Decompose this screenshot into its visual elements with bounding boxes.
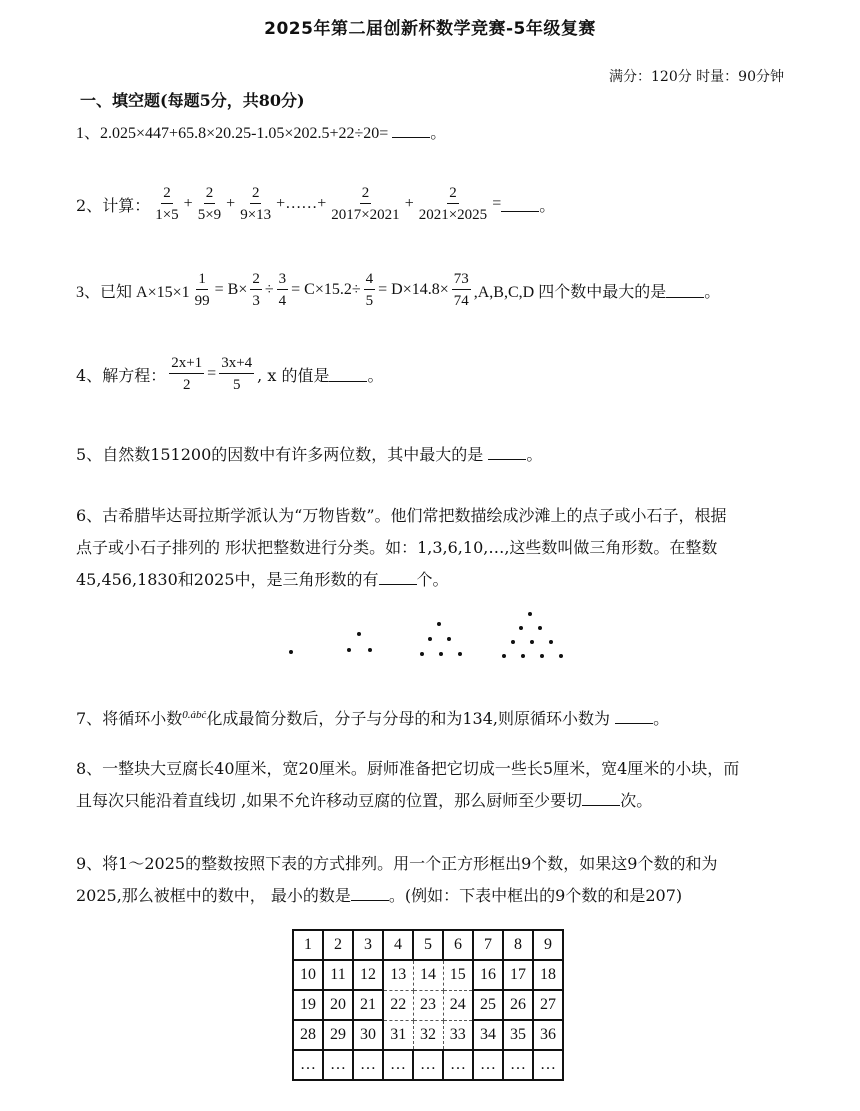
q2-denominator: 2021×2025: [418, 207, 488, 223]
q8-line-2-end: 次。: [620, 791, 653, 810]
q3-part-a: 已知 A×15×1: [100, 283, 190, 301]
question-7: [76, 706, 669, 729]
q9-line-2: [76, 880, 796, 912]
table-cell: …: [473, 1050, 503, 1080]
q4-fraction: [219, 354, 254, 394]
division-sign: ÷: [264, 281, 274, 298]
dot: [540, 654, 544, 658]
dot: [458, 652, 462, 656]
q3-denominator: 5: [365, 293, 374, 309]
table-cell: 31: [383, 1020, 413, 1050]
q4-numerator: 3x+4: [219, 354, 254, 374]
q6-line-3-text: 45,456,1830和2025中，是三角形数的有: [76, 570, 379, 589]
q4-answer-blank[interactable]: [329, 367, 367, 382]
table-cell: 24: [443, 990, 473, 1020]
table-cell: 27: [533, 990, 563, 1020]
table-cell: 33: [443, 1020, 473, 1050]
q8-line-1: 8、一整块大豆腐长40厘米，宽20厘米。厨师准备把它切成一些长5厘米，宽4厘米的小块，而: [76, 759, 740, 778]
page-title: 2025年第二届创新杯数学竞赛-5年级复赛: [264, 19, 596, 39]
table-cell: 17: [503, 960, 533, 990]
q5-text: 自然数151200的因数中有许多两位数，其中最大的是: [102, 445, 484, 464]
q3-end: 。: [704, 283, 721, 301]
table-cell: 15: [443, 960, 473, 990]
q3-denominator: 99: [194, 293, 210, 309]
q6-answer-blank[interactable]: [379, 570, 417, 585]
table-cell: 21: [353, 990, 383, 1020]
table-row: [293, 1020, 563, 1050]
table-cell: 8: [503, 930, 533, 960]
question-4: [76, 354, 383, 394]
q6-line-3: [76, 564, 796, 596]
q2-fraction: [153, 184, 180, 224]
table-cell: 2: [323, 930, 353, 960]
table-row: [293, 930, 563, 960]
table-cell: 32: [413, 1020, 443, 1050]
q3-denominator: 74: [453, 293, 469, 309]
table-cell: 25: [473, 990, 503, 1020]
table-cell: 14: [413, 960, 443, 990]
table-cell: 30: [353, 1020, 383, 1050]
q3-fraction: [193, 270, 212, 310]
q2-denominator: 5×9: [197, 207, 222, 223]
table-cell: …: [293, 1050, 323, 1080]
equals-sign: =: [207, 365, 217, 382]
q2-answer-blank[interactable]: [501, 197, 539, 212]
plus-sign: +: [404, 195, 414, 212]
q3-numerator: 2: [250, 270, 262, 290]
q4-end: 。: [367, 365, 384, 385]
q4-denominator: 2: [182, 377, 191, 393]
table-cell: 9: [533, 930, 563, 960]
q8-line-2: [76, 785, 796, 817]
q1-answer-blank[interactable]: [392, 123, 430, 138]
dot: [428, 637, 432, 641]
q3-part-b: = B×: [214, 281, 248, 298]
table-cell: 23: [413, 990, 443, 1020]
dot: [519, 626, 523, 630]
q3-denominator: 4: [278, 293, 287, 309]
q9-line-2-end: 。(例如：下表中框出的9个数的和是207): [388, 886, 683, 905]
q1-expression: 2.025×447+65.8×20.25-1.05×202.5+22÷20=: [100, 125, 389, 142]
q2-tail: 。: [539, 195, 556, 215]
q2-fraction: [196, 184, 223, 224]
q2-fraction: [329, 184, 401, 224]
dot: [502, 654, 506, 658]
dot: [528, 612, 532, 616]
q1-tail: 。: [430, 125, 447, 142]
q7-answer-blank[interactable]: [615, 709, 653, 724]
q2-denominator: 2017×2021: [331, 207, 400, 223]
q6-line-2: 点子或小石子排列的 形状把整数进行分类。如：1,3,6,10,…,这些数叫做三角形数。在整数: [76, 538, 718, 557]
q4-number: 4、: [76, 365, 103, 385]
equals-sign: =: [492, 195, 502, 212]
q1-number: 1、: [76, 125, 101, 142]
table-cell: …: [503, 1050, 533, 1080]
table-cell: 4: [383, 930, 413, 960]
dot: [289, 650, 293, 654]
dot: [347, 648, 351, 652]
table-cell: 7: [473, 930, 503, 960]
table-cell: 12: [353, 960, 383, 990]
q9-line-1: 9、将1～2025的整数按照下表的方式排列。用一个正方形框出9个数，如果这9个数的和为: [76, 854, 718, 873]
table-cell: 36: [533, 1020, 563, 1050]
q5-number: 5、: [76, 445, 103, 464]
q2-numerator: 2: [360, 184, 372, 204]
section-title: 一、填空题(每题5分，共80分): [80, 91, 305, 110]
table-row: [293, 990, 563, 1020]
question-8: [76, 753, 796, 817]
table-cell: …: [383, 1050, 413, 1080]
q8-line-2-text: 且每次只能沿着直线切 ,如果不允许移动豆腐的位置，那么厨师至少要切: [76, 791, 583, 810]
q7-number: 7、: [76, 709, 103, 728]
recurring-decimal: 0.ȧbċ: [182, 709, 207, 721]
q4-lead: 解方程：: [102, 365, 167, 385]
q2-ellipsis: +……+: [276, 195, 327, 212]
table-cell: 22: [383, 990, 413, 1020]
table-cell: 18: [533, 960, 563, 990]
dot: [437, 622, 441, 626]
table-cell: 3: [353, 930, 383, 960]
dot: [538, 626, 542, 630]
dot: [420, 652, 424, 656]
table-cell: 13: [383, 960, 413, 990]
q9-answer-blank[interactable]: [351, 886, 389, 901]
table-row: [293, 1050, 563, 1080]
q3-numerator: 73: [452, 270, 471, 290]
dot: [530, 640, 534, 644]
question-6: [76, 500, 796, 596]
q3-numerator: 3: [277, 270, 289, 290]
q2-denominator: 1×5: [155, 207, 179, 223]
table-cell: 6: [443, 930, 473, 960]
q2-lead: 计算：: [102, 195, 151, 215]
table-cell: 20: [323, 990, 353, 1020]
q8-answer-blank[interactable]: [582, 791, 620, 806]
dot: [368, 648, 372, 652]
table-cell: 11: [323, 960, 353, 990]
dot: [549, 640, 553, 644]
table-cell: 29: [323, 1020, 353, 1050]
dot: [521, 654, 525, 658]
q7-text-b: 化成最简分数后，分子与分母的和为134,则原循环小数为: [206, 709, 610, 728]
dot: [559, 654, 563, 658]
question-9: [76, 848, 796, 912]
q2-numerator: 2: [204, 184, 216, 204]
q4-fraction: [169, 354, 204, 394]
question-1: [76, 120, 446, 143]
question-3: [76, 270, 720, 310]
q3-fraction: [277, 270, 289, 310]
q3-numerator: 1: [196, 270, 208, 290]
table-cell: 35: [503, 1020, 533, 1050]
q2-numerator: 2: [250, 184, 262, 204]
q2-fraction: [417, 184, 489, 224]
q5-end: 。: [526, 445, 543, 464]
q3-answer-blank[interactable]: [666, 283, 704, 298]
dot: [357, 632, 361, 636]
table-cell: 28: [293, 1020, 323, 1050]
table-cell: 34: [473, 1020, 503, 1050]
dot: [447, 637, 451, 641]
q3-fraction: [452, 270, 471, 310]
q3-denominator: 3: [252, 293, 260, 309]
score-info: 满分：120分 时量：90分钟: [609, 69, 784, 85]
q2-fraction: [238, 184, 273, 224]
table-cell: …: [533, 1050, 563, 1080]
number-table: [292, 929, 564, 1081]
table-cell: 10: [293, 960, 323, 990]
dot: [439, 652, 443, 656]
q2-numerator: 2: [447, 184, 459, 204]
q3-fraction: [364, 270, 376, 310]
dot: [511, 640, 515, 644]
table-cell: 19: [293, 990, 323, 1020]
q2-denominator: 9×13: [240, 207, 272, 223]
table-cell: …: [443, 1050, 473, 1080]
question-2: [76, 184, 555, 224]
q3-part-d: = D×14.8×: [378, 281, 449, 298]
table-cell: …: [323, 1050, 353, 1080]
q3-fraction: [250, 270, 262, 310]
q7-end: 。: [653, 709, 670, 728]
question-5: [76, 442, 542, 465]
q3-numerator: 4: [364, 270, 376, 290]
table-cell: 16: [473, 960, 503, 990]
q3-part-c: = C×15.2÷: [291, 281, 361, 298]
q3-number: 3、: [76, 283, 101, 301]
q2-numerator: 2: [161, 184, 173, 204]
q3-tail: ,A,B,C,D 四个数中最大的是: [473, 283, 667, 301]
q9-line-2-text: 2025,那么被框中的数中， 最小的数是: [76, 886, 351, 905]
q5-answer-blank[interactable]: [488, 445, 526, 460]
plus-sign: +: [226, 195, 236, 212]
q4-denominator: 5: [232, 377, 241, 393]
table-cell: 5: [413, 930, 443, 960]
q4-numerator: 2x+1: [169, 354, 204, 374]
q4-tail: , x 的值是: [257, 365, 330, 385]
table-cell: 1: [293, 930, 323, 960]
plus-sign: +: [183, 195, 193, 212]
q6-line-1: 6、古希腊毕达哥拉斯学派认为“万物皆数”。他们常把数描绘成沙滩上的点子或小石子，根据: [76, 506, 727, 525]
q6-line-3-end: 个。: [416, 570, 449, 589]
table-cell: …: [413, 1050, 443, 1080]
q7-text-a: 将循环小数: [102, 709, 183, 728]
table-row: [293, 960, 563, 990]
table-cell: 26: [503, 990, 533, 1020]
q2-number: 2、: [76, 195, 103, 215]
table-cell: …: [353, 1050, 383, 1080]
